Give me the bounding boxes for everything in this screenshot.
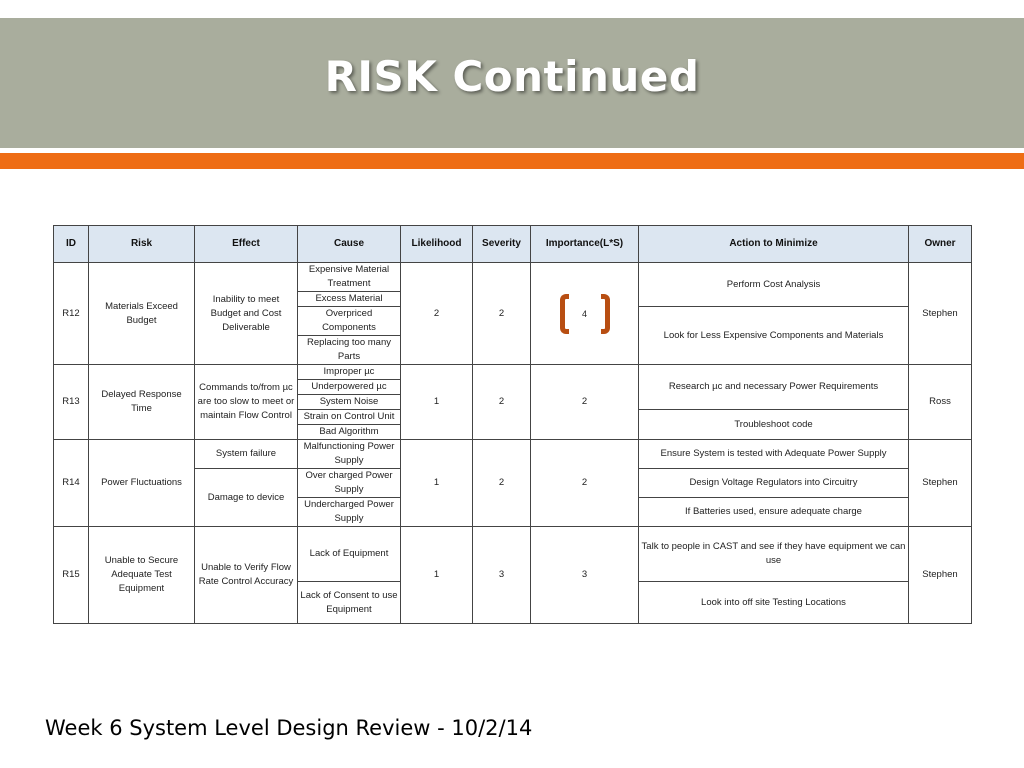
header-severity: Severity <box>473 226 531 263</box>
cell-id: R12 <box>54 263 89 365</box>
cell-action: Design Voltage Regulators into Circuitry <box>639 469 909 498</box>
header-effect: Effect <box>195 226 298 263</box>
importance-value: 4 <box>581 308 587 319</box>
cell-likelihood: 1 <box>401 440 473 527</box>
accent-bar <box>0 153 1024 169</box>
cell-severity: 3 <box>473 527 531 624</box>
cell-action: Perform Cost Analysis <box>639 263 909 307</box>
cell-action: Look into off site Testing Locations <box>639 582 909 624</box>
cell-action: Troubleshoot code <box>639 410 909 440</box>
cell-risk: Unable to Secure Adequate Test Equipment <box>89 527 195 624</box>
cell-owner: Stephen <box>909 527 972 624</box>
cell-cause: Expensive Material Treatment <box>298 263 401 292</box>
slide-title: RISK Continued <box>324 52 700 101</box>
slide-footer: Week 6 System Level Design Review - 10/2/14 <box>45 716 533 740</box>
cell-owner: Ross <box>909 365 972 440</box>
cell-owner: Stephen <box>909 263 972 365</box>
cell-likelihood: 1 <box>401 365 473 440</box>
cell-effect: Inability to meet Budget and Cost Deliverable <box>195 263 298 365</box>
cell-cause: Over charged Power Supply <box>298 469 401 498</box>
importance-highlight-bracket <box>560 294 610 334</box>
cell-cause: Improper µc <box>298 365 401 380</box>
cell-importance: 3 <box>531 527 639 624</box>
cell-importance: 2 <box>531 365 639 440</box>
header-owner: Owner <box>909 226 972 263</box>
cell-cause: System Noise <box>298 395 401 410</box>
cell-cause: Overpriced Components <box>298 307 401 336</box>
cell-cause: Bad Algorithm <box>298 425 401 440</box>
risk-table <box>53 225 972 624</box>
cell-risk: Power Fluctuations <box>89 440 195 527</box>
cell-cause: Underpowered µc <box>298 380 401 395</box>
cell-owner: Stephen <box>909 440 972 527</box>
cell-action: Talk to people in CAST and see if they have equipment we can use <box>639 527 909 582</box>
header-likelihood: Likelihood <box>401 226 473 263</box>
cell-effect: Unable to Verify Flow Rate Control Accuracy <box>195 527 298 624</box>
cell-action: Look for Less Expensive Components and Materials <box>639 307 909 365</box>
cell-action: If Batteries used, ensure adequate charge <box>639 498 909 527</box>
cell-effect: Damage to device <box>195 469 298 527</box>
cell-cause: Excess Material <box>298 292 401 307</box>
cell-risk: Delayed Response Time <box>89 365 195 440</box>
cell-action: Ensure System is tested with Adequate Power Supply <box>639 440 909 469</box>
cell-risk: Materials Exceed Budget <box>89 263 195 365</box>
cell-cause: Undercharged Power Supply <box>298 498 401 527</box>
table-row-r13 <box>54 365 972 380</box>
cell-id: R13 <box>54 365 89 440</box>
header-cause: Cause <box>298 226 401 263</box>
header-importance: Importance(L*S) <box>531 226 639 263</box>
table-header-row <box>54 226 972 263</box>
cell-likelihood: 1 <box>401 527 473 624</box>
cell-effect: System failure <box>195 440 298 469</box>
cell-id: R15 <box>54 527 89 624</box>
cell-cause: Lack of Consent to use Equipment <box>298 582 401 624</box>
header-action: Action to Minimize <box>639 226 909 263</box>
cell-action: Research µc and necessary Power Requirements <box>639 365 909 410</box>
header-risk: Risk <box>89 226 195 263</box>
cell-severity: 2 <box>473 365 531 440</box>
cell-cause: Lack of Equipment <box>298 527 401 582</box>
cell-severity: 2 <box>473 440 531 527</box>
cell-cause: Malfunctioning Power Supply <box>298 440 401 469</box>
cell-likelihood: 2 <box>401 263 473 365</box>
cell-importance: 2 <box>531 440 639 527</box>
cell-effect: Commands to/from µc are too slow to meet or maintain Flow Control <box>195 365 298 440</box>
cell-cause: Replacing too many Parts <box>298 336 401 365</box>
header-id: ID <box>54 226 89 263</box>
cell-severity: 2 <box>473 263 531 365</box>
cell-cause: Strain on Control Unit <box>298 410 401 425</box>
cell-importance <box>531 263 639 365</box>
cell-id: R14 <box>54 440 89 527</box>
table-row-r15 <box>54 527 972 555</box>
